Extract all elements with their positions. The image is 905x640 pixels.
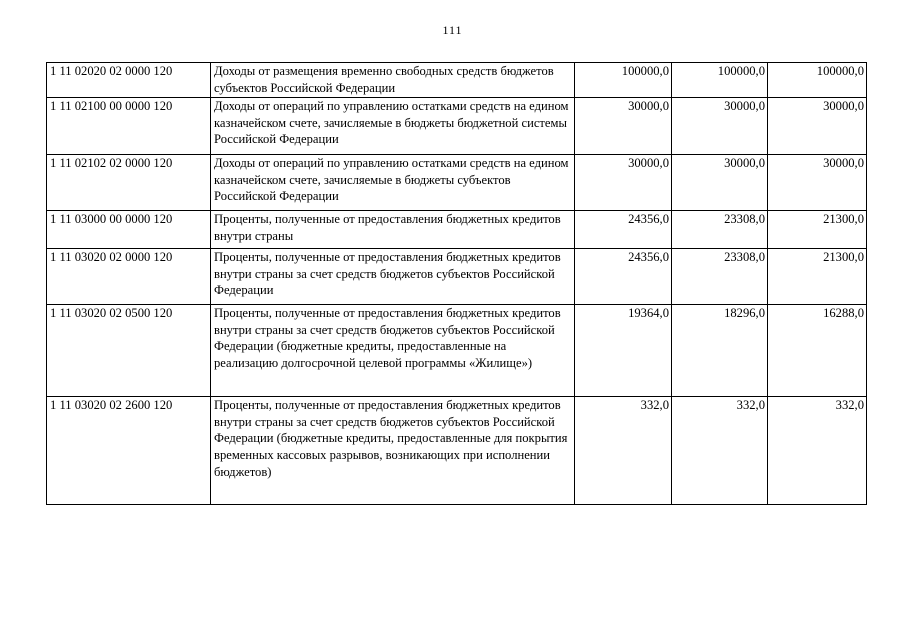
row-description: Проценты, полученные от предоставления бюджетных кредитов внутри страны за счет средств бюджетов субъектов Российской Федерации — [211, 249, 575, 305]
row-code: 1 11 02020 02 0000 120 — [47, 63, 211, 98]
row-value-year-3: 100000,0 — [768, 63, 867, 98]
row-description: Проценты, полученные от предоставления бюджетных кредитов внутри страны — [211, 211, 575, 249]
row-description: Доходы от размещения временно свободных средств бюджетов субъектов Российской Федерации — [211, 63, 575, 98]
row-value-year-3: 21300,0 — [768, 249, 867, 305]
row-value-year-2: 30000,0 — [672, 155, 768, 211]
row-value-year-3: 21300,0 — [768, 211, 867, 249]
table-row — [47, 249, 867, 305]
row-value-year-2: 23308,0 — [672, 249, 768, 305]
table-row — [47, 211, 867, 249]
table-row — [47, 397, 867, 505]
row-code: 1 11 03000 00 0000 120 — [47, 211, 211, 249]
row-description: Доходы от операций по управлению остатками средств на едином казначейском счете, зачисляемые в бюджеты субъектов Российской Федерации — [211, 155, 575, 211]
row-value-year-3: 30000,0 — [768, 98, 867, 155]
row-code: 1 11 03020 02 0000 120 — [47, 249, 211, 305]
row-value-year-1: 24356,0 — [575, 211, 672, 249]
row-value-year-1: 100000,0 — [575, 63, 672, 98]
row-code: 1 11 03020 02 2600 120 — [47, 397, 211, 505]
row-description: Проценты, полученные от предоставления бюджетных кредитов внутри страны за счет средств бюджетов субъектов Российской Федерации (бюджетные кредиты, предоставленные для покрытия временных кассовых разрывов, возникающих при исполнении бюджетов) — [211, 397, 575, 505]
row-description: Доходы от операций по управлению остатками средств на едином казначейском счете, зачисляемые в бюджеты бюджетной системы Российской Федерации — [211, 98, 575, 155]
row-value-year-2: 332,0 — [672, 397, 768, 505]
page-number: 111 — [442, 23, 463, 37]
budget-revenue-table — [46, 62, 867, 505]
row-code: 1 11 02100 00 0000 120 — [47, 98, 211, 155]
row-value-year-1: 24356,0 — [575, 249, 672, 305]
table-row — [47, 155, 867, 211]
row-code: 1 11 02102 02 0000 120 — [47, 155, 211, 211]
row-code: 1 11 03020 02 0500 120 — [47, 305, 211, 397]
row-value-year-2: 18296,0 — [672, 305, 768, 397]
row-value-year-3: 16288,0 — [768, 305, 867, 397]
row-value-year-1: 19364,0 — [575, 305, 672, 397]
row-value-year-1: 30000,0 — [575, 155, 672, 211]
row-value-year-1: 30000,0 — [575, 98, 672, 155]
row-description: Проценты, полученные от предоставления бюджетных кредитов внутри страны за счет средств бюджетов субъектов Российской Федерации (бюджетные кредиты, предоставленные на реализацию долгосрочной целевой программы «Жилище») — [211, 305, 575, 397]
row-value-year-3: 30000,0 — [768, 155, 867, 211]
row-value-year-2: 30000,0 — [672, 98, 768, 155]
row-value-year-2: 23308,0 — [672, 211, 768, 249]
row-value-year-3: 332,0 — [768, 397, 867, 505]
row-value-year-1: 332,0 — [575, 397, 672, 505]
table-row — [47, 98, 867, 155]
row-value-year-2: 100000,0 — [672, 63, 768, 98]
table-row — [47, 63, 867, 98]
table-row — [47, 305, 867, 397]
